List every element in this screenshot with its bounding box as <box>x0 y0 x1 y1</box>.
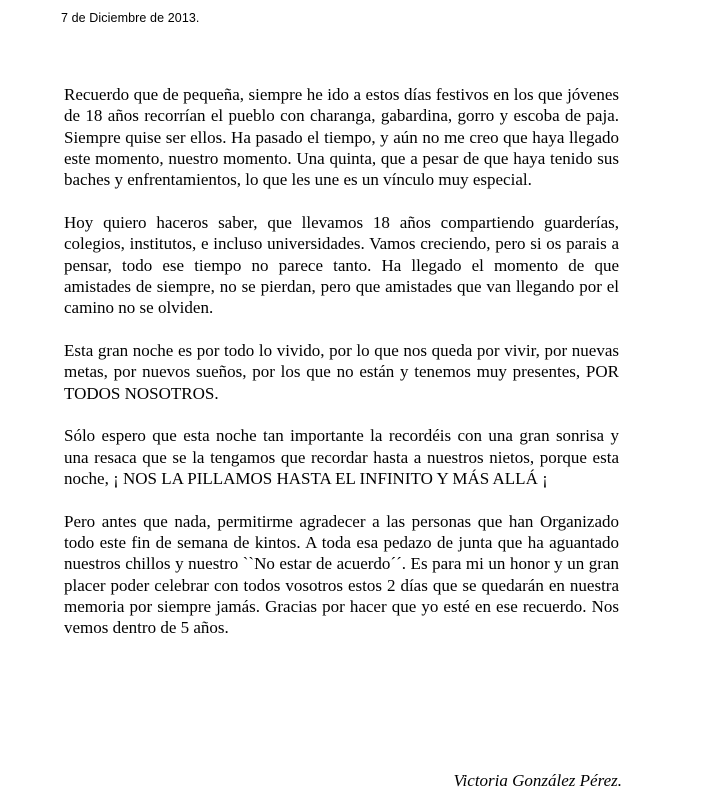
letter-date: 7 de Diciembre de 2013. <box>61 11 200 25</box>
paragraph-3: Esta gran noche es por todo lo vivido, por lo que nos queda por vivir, por nuevas metas, por nuevos sueños, por los que no están y tenemos muy presentes, POR TODOS NOSOTROS. <box>64 340 619 403</box>
paragraph-2: Hoy quiero haceros saber, que llevamos 18 años compartiendo guarderías, colegios, institutos, e incluso universidades. Vamos creciendo, pero si os parais a pensar, todo ese tiempo no parece tanto. Ha llegado el momento de que amistades de siempre, no se pierdan, pero que amistades que van llegando por el camino no se olviden. <box>64 212 619 318</box>
signature: Victoria González Pérez. <box>453 771 622 790</box>
paragraph-1: Recuerdo que de pequeña, siempre he ido a estos días festivos en los que jóvenes de 18 años recorrían el pueblo con charanga, gabardina, gorro y escoba de paja. Siempre quise ser ellos. Ha pasado el tiempo, y aún no me creo que haya llegado este momento, nuestro momento. Una quinta, que a pesar de que haya tenido sus baches y enfrentamientos, lo que les une es un vínculo muy especial. <box>64 85 619 190</box>
paragraph-4: Sólo espero que esta noche tan importante la recordéis con una gran sonrisa y una resaca que se la tengamos que recordar hasta a nuestros nietos, porque esta noche, ¡ NOS LA PILLAMOS HASTA EL INFINITO Y MÁS ALLÁ ¡ <box>64 426 619 488</box>
paragraph-5: Pero antes que nada, permitirme agradecer a las personas que han Organizado todo este fin de semana de kintos. A toda esa pedazo de junta que ha aguantado nuestros chillos y nuestro ``No estar de acuerdo´´. Es para mi un honor y un gran placer poder celebrar con todos vosotros estos 2 días que se quedarán en nuestra memoria por siempre jamás. Gracias por hacer que yo esté en ese recuerdo. Nos vemos dentro de 5 años. <box>64 511 619 638</box>
letter-body <box>64 84 619 660</box>
